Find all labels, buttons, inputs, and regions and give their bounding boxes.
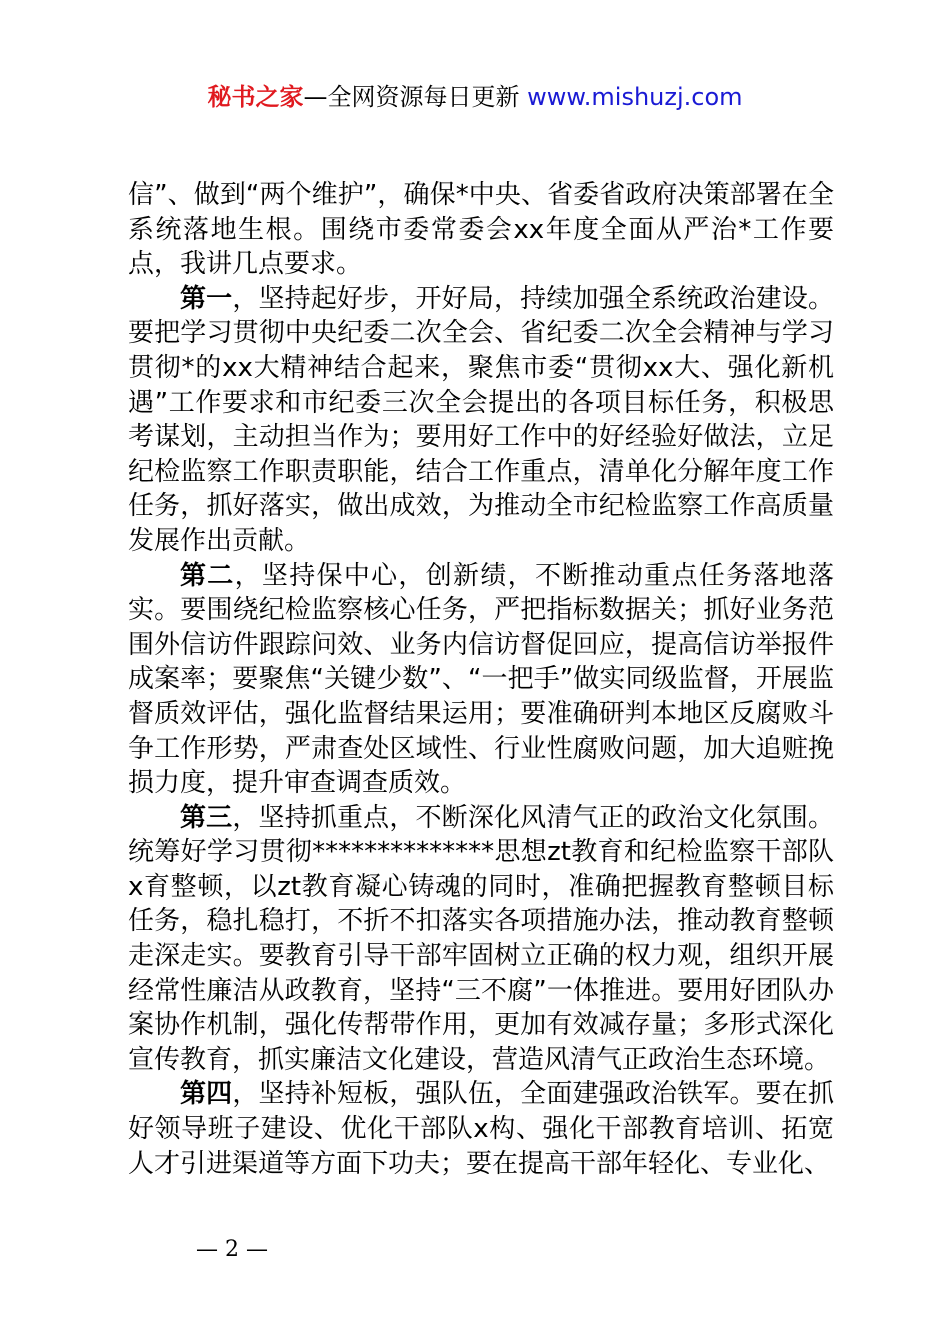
paragraph-continuation — [128, 178, 834, 282]
paragraph-text: ，坚持补短板，强队伍，全面建强政治铁军。要在抓好领导班子建设、优化干部队x构、强化干部教育培训、拓宽人才引进渠道等方面下功夫；要在提高干部年轻化、专业化、 — [128, 1079, 834, 1179]
paragraph-text: ，坚持保中心，创新绩，不断推动重点任务落地落实。要围绕纪检监察核心任务，严把指标数据关；抓好业务范围外信访件跟踪问效、业务内信访督促回应，提高信访举报件成案率；要聚焦“关键少数”、“一把手”做实同级监督，开展监督质效评估，强化监督结果运用；要准确研判本地区反腐败斗争工作形势，严肃查处区域性、行业性腐败问题，加大追赃挽损力度，提升审查调查质效。 — [128, 560, 834, 799]
paragraph-text: ，坚持抓重点，不断深化风清气正的政治文化氛围。统筹好学习贯彻**************思想zt教育和纪检监察干部队x育整顿，以zt教育凝心铸魂的同时，准确把握教育整顿目标任务，稳扎稳打，不折不扣落实各项措施办法，推动教育整顿走深走实。要教育引导干部牢固树立正确的权力观，组织开展经常性廉洁从政教育，坚持“三不腐”一体推进。要用好团队办案协作机制，强化传帮带作用，更加有效减存量；多形式深化宣传教育，抓实廉洁文化建设，营造风清气正政治生态环境。 — [128, 802, 834, 1075]
paragraph-point-2 — [128, 559, 834, 801]
site-header — [0, 80, 950, 114]
site-url-link[interactable]: www.mishuzj.com — [527, 83, 743, 111]
paragraph-lead: 第四 — [180, 1079, 233, 1110]
paragraph-point-1 — [128, 282, 834, 559]
paragraph-lead: 第一 — [180, 283, 233, 314]
document-body — [128, 178, 834, 1181]
paragraph-point-4 — [128, 1077, 834, 1181]
paragraph-text: 信”、做到“两个维护”，确保*中央、省委省政府决策部署在全系统落地生根。围绕市委常委会xx年度全面从严治*工作要点，我讲几点要求。 — [128, 180, 834, 280]
paragraph-lead: 第二 — [180, 560, 235, 591]
paragraph-text: ，坚持起好步，开好局，持续加强全系统政治建设。要把学习贯彻中央纪委二次全会、省纪委二次全会精神与学习贯彻*的xx大精神结合起来，聚焦市委“贯彻xx大、强化新机遇”工作要求和市纪委三次全会提出的各项目标任务，积极思考谋划，主动担当作为；要用好工作中的好经验好做法，立足纪检监察工作职责职能，结合工作重点，清单化分解年度工作任务，抓好落实，做出成效，为推动全市纪检监察工作高质量发展作出贡献。 — [128, 283, 834, 556]
site-brand: 秘书之家 — [207, 83, 304, 111]
paragraph-lead: 第三 — [180, 802, 233, 833]
paragraph-point-3 — [128, 801, 834, 1078]
site-tagline: —全网资源每日更新 — [303, 83, 528, 111]
page-number: — 2 — — [196, 1237, 268, 1262]
